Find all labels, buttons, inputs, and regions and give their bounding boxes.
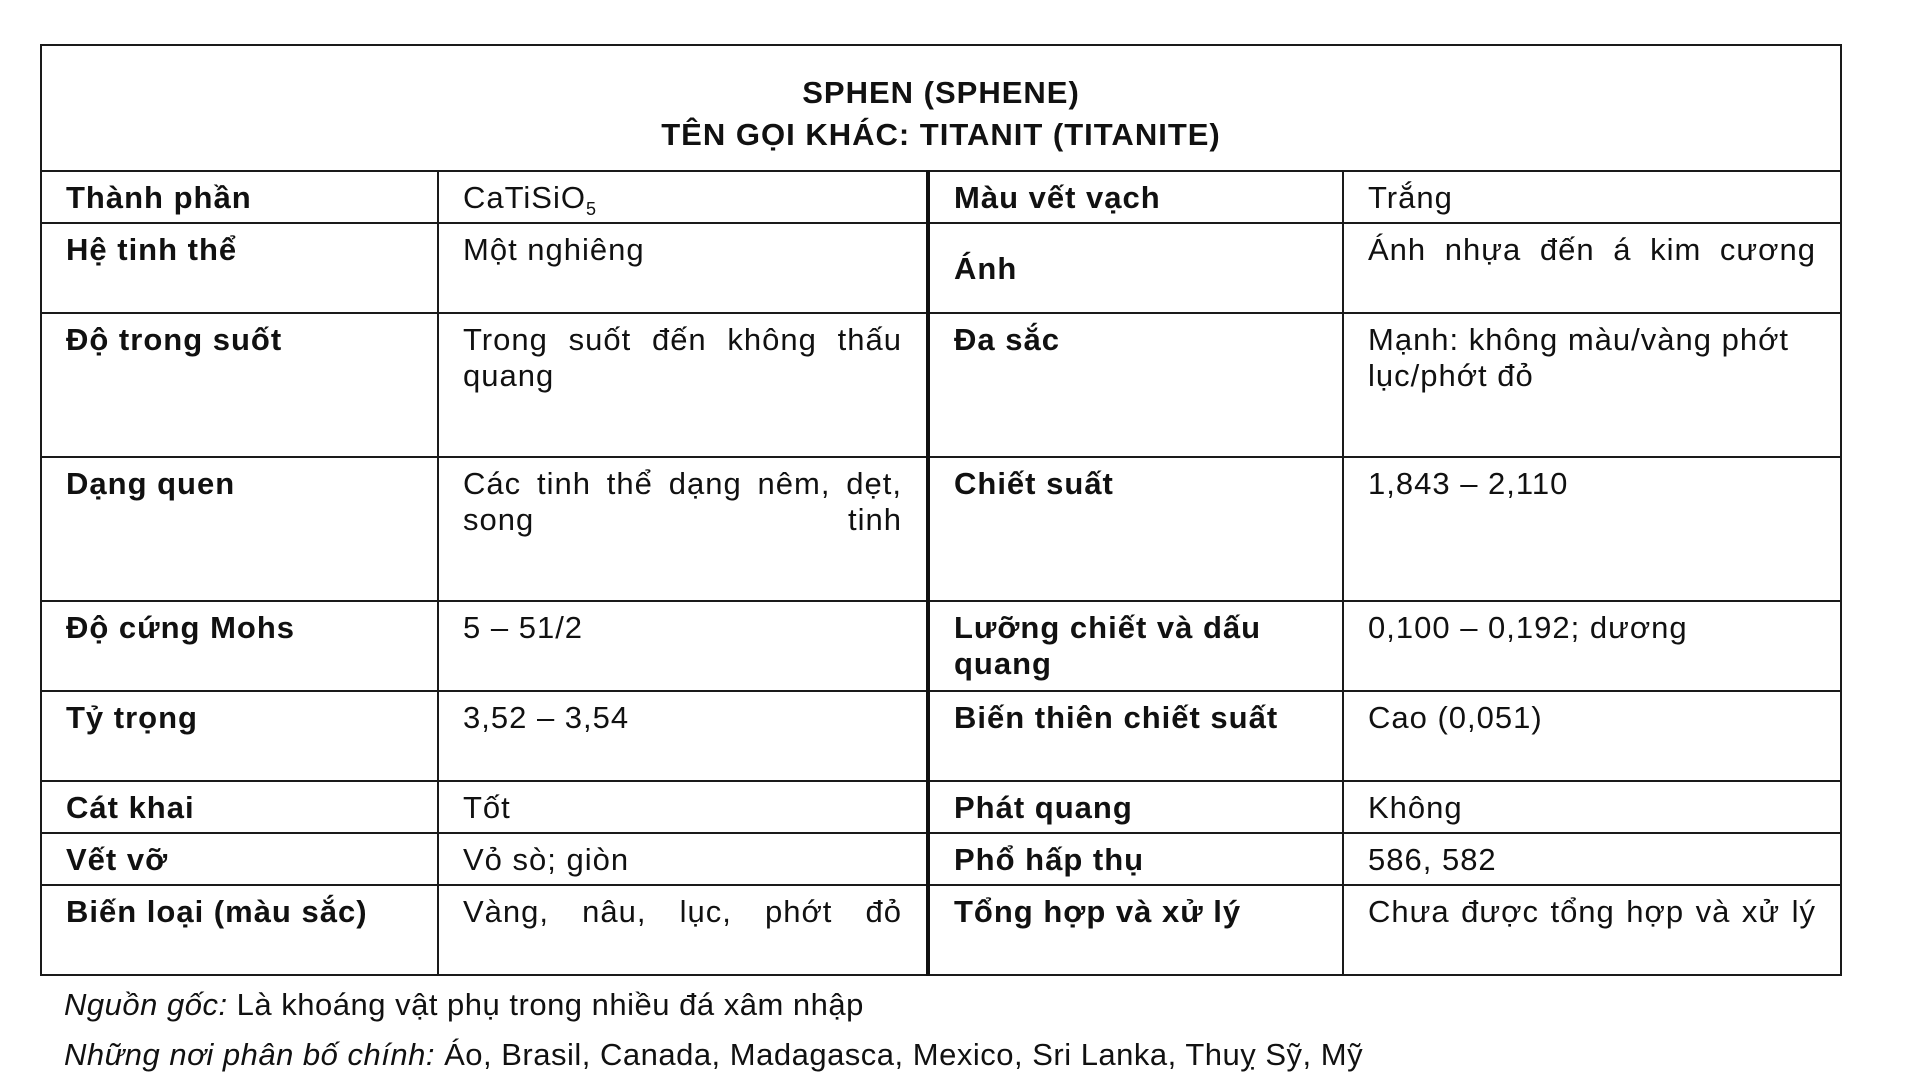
value-crystal-system: Một nghiêng [438,223,928,313]
value-synthesis-treatment: Chưa được tổng hợp và xử lý [1343,885,1841,975]
label-fracture: Vết vỡ [41,833,438,885]
table-title [41,45,1841,171]
distribution-note [64,1030,1840,1080]
label-birefringence: Lưỡng chiết và dấu quang [928,601,1343,691]
value-specific-gravity: 3,52 – 3,54 [438,691,928,781]
label-specific-gravity: Tỷ trọng [41,691,438,781]
value-pleochroism: Mạnh: không màu/vàng phớt lục/phớt đỏ [1343,313,1841,457]
label-transparency: Độ trong suốt [41,313,438,457]
label-streak: Màu vết vạch [928,171,1343,223]
label-synthesis-treatment: Tổng hợp và xử lý [928,885,1343,975]
origin-text: Là khoáng vật phụ trong nhiều đá xâm nhập [227,987,864,1022]
label-absorption-spectrum: Phổ hấp thụ [928,833,1343,885]
table-row [41,223,1841,313]
title-row [41,45,1841,171]
label-luminescence: Phát quang [928,781,1343,833]
label-crystal-system: Hệ tinh thể [41,223,438,313]
table-row [41,171,1841,223]
table-row [41,601,1841,691]
label-refractive-index: Chiết suất [928,457,1343,601]
origin-label: Nguồn gốc: [64,987,228,1022]
value-birefringence: 0,100 – 0,192; dương [1343,601,1841,691]
value-refractive-index: 1,843 – 2,110 [1343,457,1841,601]
table-row [41,781,1841,833]
label-luster: Ánh [928,223,1343,313]
value-transparency: Trong suốt đến không thấu quang [438,313,928,457]
distribution-label: Những nơi phân bố chính: [64,1037,435,1072]
notes-section [40,980,1840,1080]
value-mohs-hardness: 5 – 51/2 [438,601,928,691]
label-mohs-hardness: Độ cứng Mohs [41,601,438,691]
table-row [41,313,1841,457]
label-habit: Dạng quen [41,457,438,601]
table-row [41,885,1841,975]
value-composition [438,171,928,223]
label-composition: Thành phần [41,171,438,223]
title-line-1: SPHEN (SPHENE) [802,75,1080,110]
value-dispersion: Cao (0,051) [1343,691,1841,781]
label-dispersion: Biến thiên chiết suất [928,691,1343,781]
value-cleavage: Tốt [438,781,928,833]
value-absorption-spectrum: 586, 582 [1343,833,1841,885]
table-row [41,457,1841,601]
formula-subscript: 5 [585,199,597,220]
value-streak: Trắng [1343,171,1841,223]
label-cleavage: Cát khai [41,781,438,833]
formula-main: CaTiSiO [463,180,586,215]
value-habit: Các tinh thể dạng nêm, dẹt, song tinh [438,457,928,601]
value-luminescence: Không [1343,781,1841,833]
value-varieties: Vàng, nâu, lục, phớt đỏ [438,885,928,975]
origin-note [64,980,1840,1030]
label-pleochroism: Đa sắc [928,313,1343,457]
title-line-2: TÊN GỌI KHÁC: TITANIT (TITANITE) [661,117,1221,152]
value-fracture: Vỏ sò; giòn [438,833,928,885]
table-row [41,691,1841,781]
table-row [41,833,1841,885]
mineral-properties-table [40,44,1842,976]
mineral-document [40,44,1840,1080]
value-luster: Ánh nhựa đến á kim cương [1343,223,1841,313]
label-varieties: Biến loại (màu sắc) [41,885,438,975]
distribution-text: Áo, Brasil, Canada, Madagasca, Mexico, Sri Lanka, Thuỵ Sỹ, Mỹ [434,1037,1364,1072]
